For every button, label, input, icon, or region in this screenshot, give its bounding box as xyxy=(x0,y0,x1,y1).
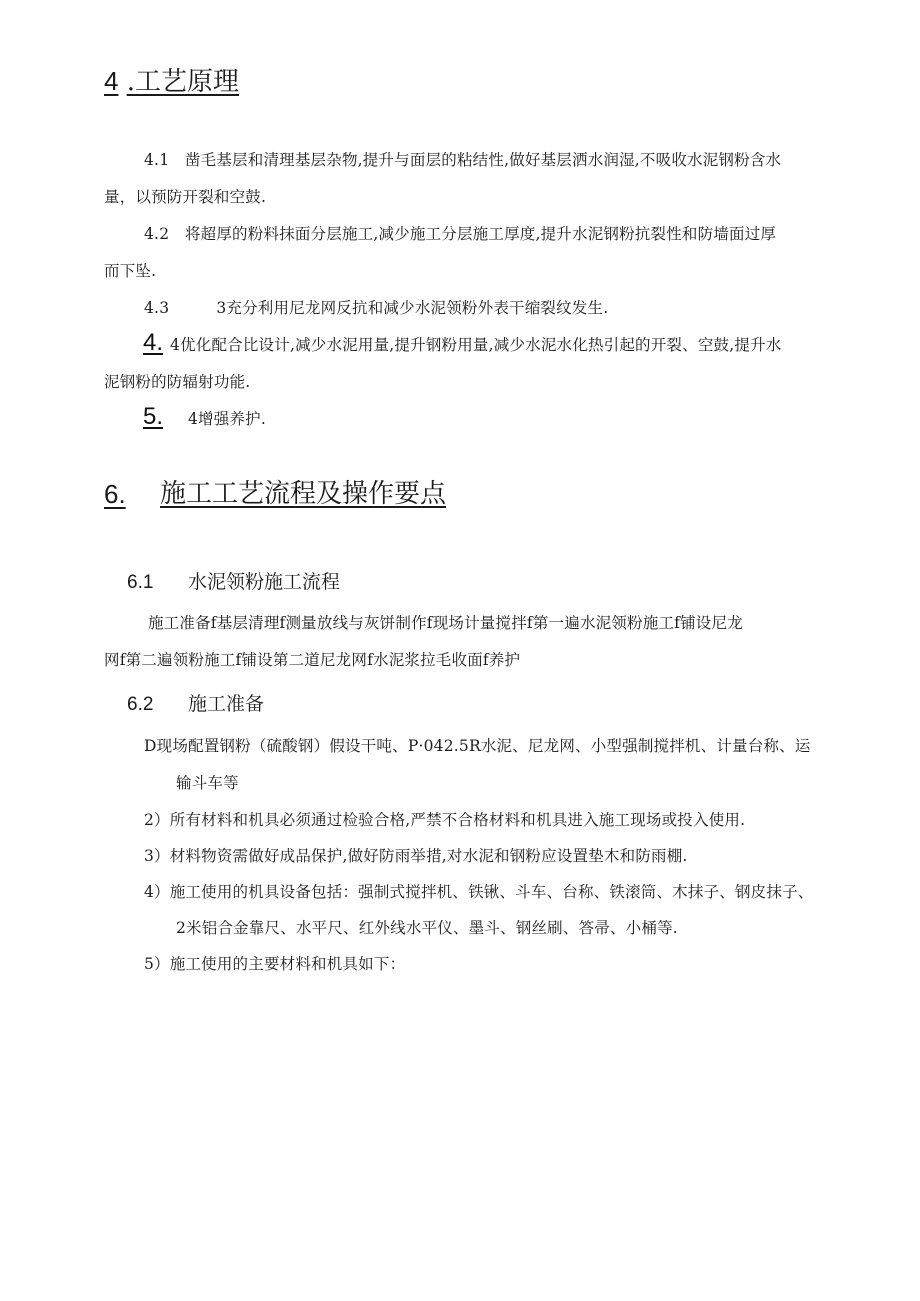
para-4-4-number: 4. xyxy=(143,329,164,356)
list-6-2-item1-line2: 输斗车等 xyxy=(176,774,239,792)
section-6-heading xyxy=(104,479,126,510)
para-4-1-line1: 4.1 凿毛基层和清理基层杂物,提升与面层的粘结性,做好基层洒水润湿,不吸收水泥钢粉含水 xyxy=(144,151,782,169)
section-4-heading xyxy=(104,66,239,97)
para-4-5-number: 5. xyxy=(143,403,164,430)
para-4-4-line1: 4优化配合比设计,减少水泥用量,提升钢粉用量,减少水泥水化热引起的开裂、空鼓,提升水 xyxy=(170,336,782,354)
section-6-title-wrap xyxy=(160,479,446,509)
section-6-2-number: 6.2 xyxy=(127,694,154,715)
list-6-2-item4-line2: 2米铝合金靠尺、水平尺、红外线水平仪、墨斗、钢丝刷、答帚、小桶等. xyxy=(176,919,678,937)
section-6-1-number: 6.1 xyxy=(127,572,154,593)
section-6-2-title: 施工准备 xyxy=(188,693,265,715)
list-6-2-item2: 2）所有材料和机具必须通过检验合格,严禁不合格材料和机具进入施工现场或投入使用. xyxy=(144,811,746,829)
para-4-1-line2: 量，以预防开裂和空鼓. xyxy=(104,188,267,206)
section-6-title: 施工工艺流程及操作要点 xyxy=(160,479,447,509)
section-6-1-title: 水泥领粉施工流程 xyxy=(188,571,341,593)
para-4-4-line2: 泥钢粉的防辐射功能. xyxy=(104,373,251,391)
list-6-2-item1-line1: D现场配置钢粉（硫酸钢）假设干吨、P·042.5R水泥、尼龙网、小型强制搅拌机、计量台称、运 xyxy=(144,737,811,755)
para-4-2-line2: 而下坠. xyxy=(104,262,157,280)
para-4-2-line1: 4.2 将超厚的粉料抹面分层施工,减少施工分层施工厚度,提升水泥钢粉抗裂性和防墙面过厚 xyxy=(144,225,777,243)
para-6-1-line1: 施工准备f基层清理f测量放线与灰饼制作f现场计量搅拌f第一遍水泥领粉施工f铺设尼龙 xyxy=(148,614,743,632)
list-6-2-item5: 5）施工使用的主要材料和机具如下： xyxy=(144,955,406,973)
list-6-2-item4-line1: 4）施工使用的机具设备包括：强制式搅拌机、铁锹、斗车、台称、铁滚筒、木抹子、钢皮抹子、 xyxy=(144,883,814,901)
section-4-title: .工艺原理 xyxy=(126,67,239,97)
para-4-3: 4.3 3充分利用尼龙网反抗和减少水泥领粉外表干缩裂纹发生. xyxy=(144,299,609,317)
para-4-5-text: 4增强养护. xyxy=(188,410,266,428)
para-6-1-line2: 网f第二遍领粉施工f铺设第二道尼龙网f水泥浆拉毛收面f养护 xyxy=(104,651,521,669)
list-6-2-item3: 3）材料物资需做好成品保护,做好防雨举措,对水泥和钢粉应设置垫木和防雨棚. xyxy=(144,847,688,865)
section-6-number: 6. xyxy=(104,479,126,509)
section-4-number: 4 xyxy=(104,66,119,96)
